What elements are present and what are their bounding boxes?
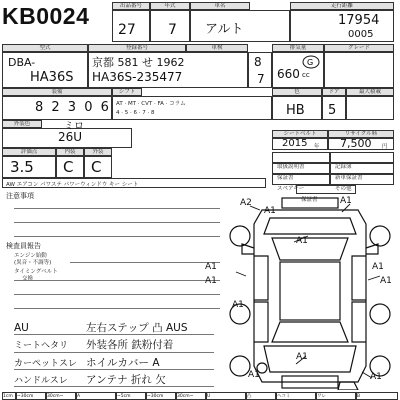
option-codes: 8 2 3 0 6 [35,100,111,115]
displacement-unit: cc [302,71,310,79]
label-capacity: 最大積載 [346,88,394,96]
mileage-sub: 0005 [348,29,374,40]
equipment-value: 外装各所 鉄粉付着 [86,339,174,351]
items-label: AW エアコン パワステ パワーウィンドウ キー シート [6,182,139,188]
equipment-row [14,320,188,335]
label-color: 色 [272,88,322,96]
model-value: アルト [205,22,244,37]
fuel-marks [300,54,322,70]
report-line-4 [14,308,220,309]
month-value: 7 [168,22,177,38]
header-label-mileage: 走行距離 [290,2,394,10]
header-label-year: 年式 [150,2,190,10]
footer-cell: 凸 [246,392,276,400]
car-mark-left-side-2: A1 [205,276,217,286]
car-mark-right-side-2: A1 [380,276,392,286]
car-mark-mid-center: A1 [296,236,308,246]
lot-number: KB0024 [2,3,90,29]
footer-cell: B [356,392,398,400]
interior-value: C [63,158,74,176]
label-recycle: リサイクル料 [328,130,394,138]
header-label-auction: 出品番号 [112,2,150,10]
check-box-4: 新車保証書 [330,163,394,174]
car-mark-front-mid: A1 [264,206,276,216]
shift-options-2: 4 · 5 · 6 · 7 · 8 [116,110,155,116]
note-line-1 [14,208,220,209]
box-capacity [346,96,394,120]
footer-cell: 30cm~ [46,392,76,400]
car-mark-bottom-center: A1 [296,352,308,362]
report-line-1 [70,262,220,263]
exchange-label: 交換 [22,276,34,282]
year-value: 27 [118,22,136,38]
check-box-5: スペアキー [272,174,330,185]
seatbelt-value: 2015 [282,138,308,149]
engine-label: エンジン始動 [14,253,47,259]
label-reg: 登録番号 [88,44,186,52]
reg-value: 京都 581 せ 1962 [92,56,185,69]
car-mark-left-lower: A1 [232,300,244,310]
svg-text:G: G [307,58,314,67]
eq-line-1 [14,334,214,335]
header-label-model: 車名 [190,2,250,10]
equipment-name: AU [14,322,29,334]
footer-cell: ヘコミ [276,392,316,400]
exterior-value: 26U [58,130,83,144]
type-value-1: DBA- [8,56,36,69]
recycle-value: 7,500 [340,137,372,150]
car-mark-top-right: A1 [340,196,352,206]
car-mark-top-left: A2 [240,198,252,208]
equipment-row [14,372,166,387]
label-seatbelt: シートベルト [272,130,328,138]
footer-cell: ~5cm [116,392,146,400]
chassis-value: HA36S-235477 [92,70,183,84]
equipment-value: ホイルカバー A [86,357,160,369]
equipment-row [14,355,160,370]
car-diagram [222,196,398,390]
footer-cell: 30cm~ [176,392,206,400]
equipment-name: ミートヘタリ [14,341,69,351]
shift-options: AT · MT · CVT · FA · コラム [116,101,186,107]
label-options: 装備 [2,88,112,96]
type-value-2: HA36S [30,70,74,85]
label-displacement: 排気量 [272,44,324,52]
car-mark-right-side-1: A1 [372,262,384,272]
car-mark-left-side-1: A1 [205,262,217,272]
mileage-value: 17954 [338,13,380,28]
doors-value: 5 [328,103,337,118]
car-mark-bottom-right: A1 [370,372,382,382]
displacement-value: 660 [277,67,300,81]
label-exterior-grade: 外装 [84,148,112,156]
note-line-3 [14,236,220,237]
check-box-6: その他 [330,174,394,185]
footer-cell: ワレ [316,392,356,400]
check-box-2: 記録簿 [330,152,394,163]
footer-cell: ~30cm [16,392,46,400]
exterior-code: ミロ [64,121,84,132]
equipment-row [14,337,173,352]
label-shift: シフト [112,88,142,96]
box-grade [324,52,394,88]
label-score: 評価点 [2,148,56,156]
inspection-value-2: 7 [257,72,265,86]
label-interior: 内装 [56,148,84,156]
label-grade: グレード [324,44,394,52]
label-exterior: 外装色 [2,120,42,128]
report-line-2 [14,280,220,281]
seatbelt-unit: 年 [314,144,320,150]
report-line-3 [14,294,220,295]
eq-line-2 [14,352,214,353]
note-line-2 [14,222,220,223]
engine-sub: (異音・不調等) [14,260,52,266]
color-value: HB [286,103,305,118]
score-value: 3.5 [10,158,34,176]
eq-line-3 [14,369,214,370]
footer-cell: A [76,392,116,400]
equipment-value: 左右ステップ 凸 AUS [86,322,188,334]
label-type: 型式 [2,44,88,52]
check-box-3: 保証書 [272,163,330,174]
inspection-value-1: 8 [254,55,262,69]
car-mark-bottom-left: A1 [248,370,260,380]
check-box-7: 保証書 [296,185,356,194]
eq-line-4 [14,386,214,387]
footer-cell: ~30cm [146,392,176,400]
footer-cell: U [206,392,246,400]
label-inspection: 車検 [186,44,248,52]
check-box-1: 取扱説明書 [272,152,330,163]
equipment-name: ハンドルスレ [14,376,68,386]
equipment-name: カーペットスレ [14,359,77,369]
notes-label: 注意事項 [6,192,34,200]
equipment-value: アンテナ 折れ 欠 [86,374,166,386]
label-doors: ドア [322,88,346,96]
exterior-grade-value: C [91,158,102,176]
inspector-label: 検査員報告 [6,242,41,250]
footer-cell: 1cm [2,392,16,400]
recycle-unit: 円 [382,144,388,150]
timing-label: タイミングベルト [14,269,58,275]
